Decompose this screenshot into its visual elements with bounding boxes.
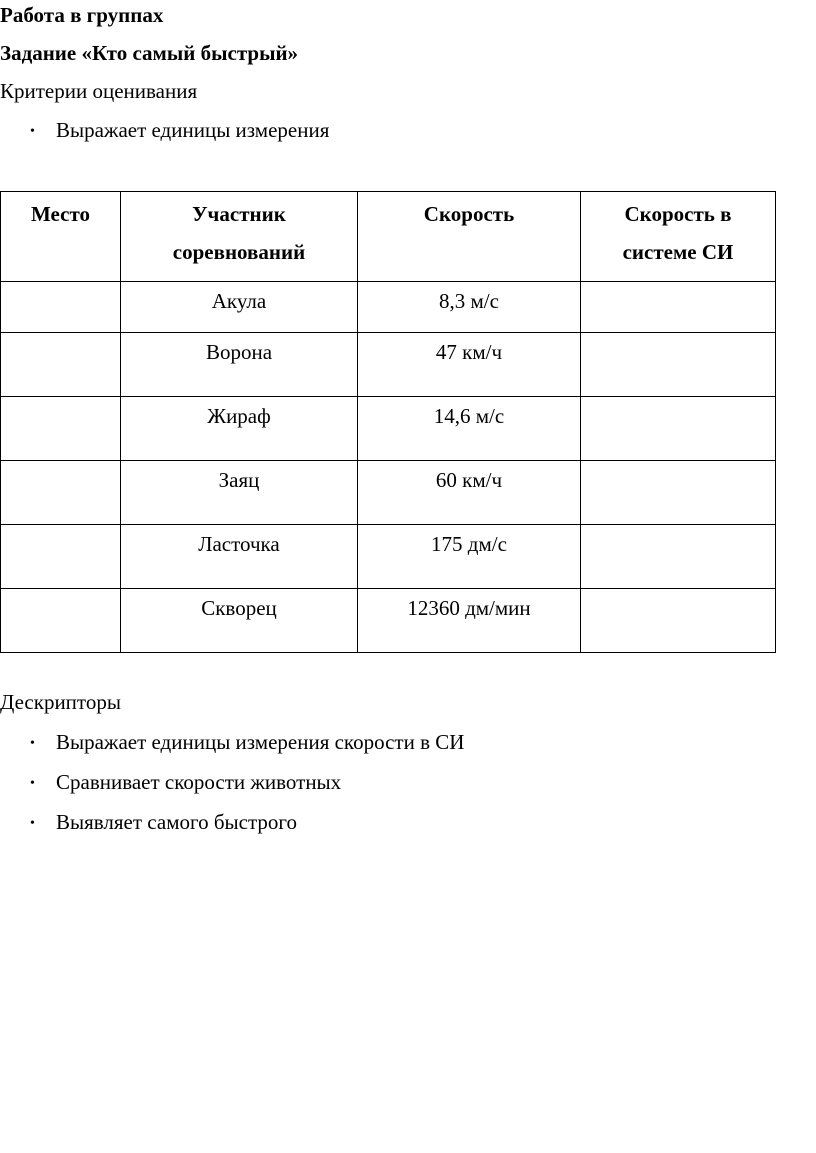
table-header-row [1,192,776,282]
cell-speed: 175 дм/с [358,525,581,589]
cell-speed: 60 км/ч [358,461,581,525]
header-si-speed: Скорость в системе СИ [581,192,776,282]
table-row [1,397,776,461]
criteria-label: Критерии оценивания [0,79,198,103]
cell-participant: Скворец [121,589,358,653]
table-row [1,282,776,333]
bullet-icon: • [30,124,35,139]
cell-participant: Ворона [121,333,358,397]
table-row [1,333,776,397]
bullet-icon: • [30,816,35,831]
table-row [1,589,776,653]
cell-place [1,397,121,461]
cell-si-speed [581,525,776,589]
cell-speed: 47 км/ч [358,333,581,397]
cell-si-speed [581,397,776,461]
header-speed: Скорость [358,192,581,282]
descriptor-item [30,810,297,836]
speed-table [0,191,776,653]
cell-si-speed [581,461,776,525]
header-place: Место [1,192,121,282]
cell-speed: 12360 дм/мин [358,589,581,653]
cell-place [1,525,121,589]
descriptors-label: Дескрипторы [0,690,121,714]
cell-si-speed [581,333,776,397]
cell-place [1,589,121,653]
cell-si-speed [581,589,776,653]
cell-speed: 8,3 м/с [358,282,581,333]
cell-place [1,282,121,333]
cell-participant: Акула [121,282,358,333]
page-title: Работа в группах [0,3,164,27]
cell-participant: Ласточка [121,525,358,589]
header-participant: Участник соревнований [121,192,358,282]
descriptor-item [30,730,464,756]
task-title: Задание «Кто самый быстрый» [0,41,299,65]
table-row [1,461,776,525]
cell-place [1,461,121,525]
criteria-item [30,118,329,144]
cell-place [1,333,121,397]
cell-speed: 14,6 м/с [358,397,581,461]
cell-participant: Заяц [121,461,358,525]
bullet-icon: • [30,736,35,751]
table-row [1,525,776,589]
descriptor-item [30,770,341,796]
cell-si-speed [581,282,776,333]
descriptor-item-text: Сравнивает скорости животных [56,770,342,794]
bullet-icon: • [30,776,35,791]
descriptor-item-text: Выражает единицы измерения скорости в СИ [56,730,465,754]
criteria-item-text: Выражает единицы измерения [56,118,330,142]
descriptor-item-text: Выявляет самого быстрого [56,810,297,834]
cell-participant: Жираф [121,397,358,461]
